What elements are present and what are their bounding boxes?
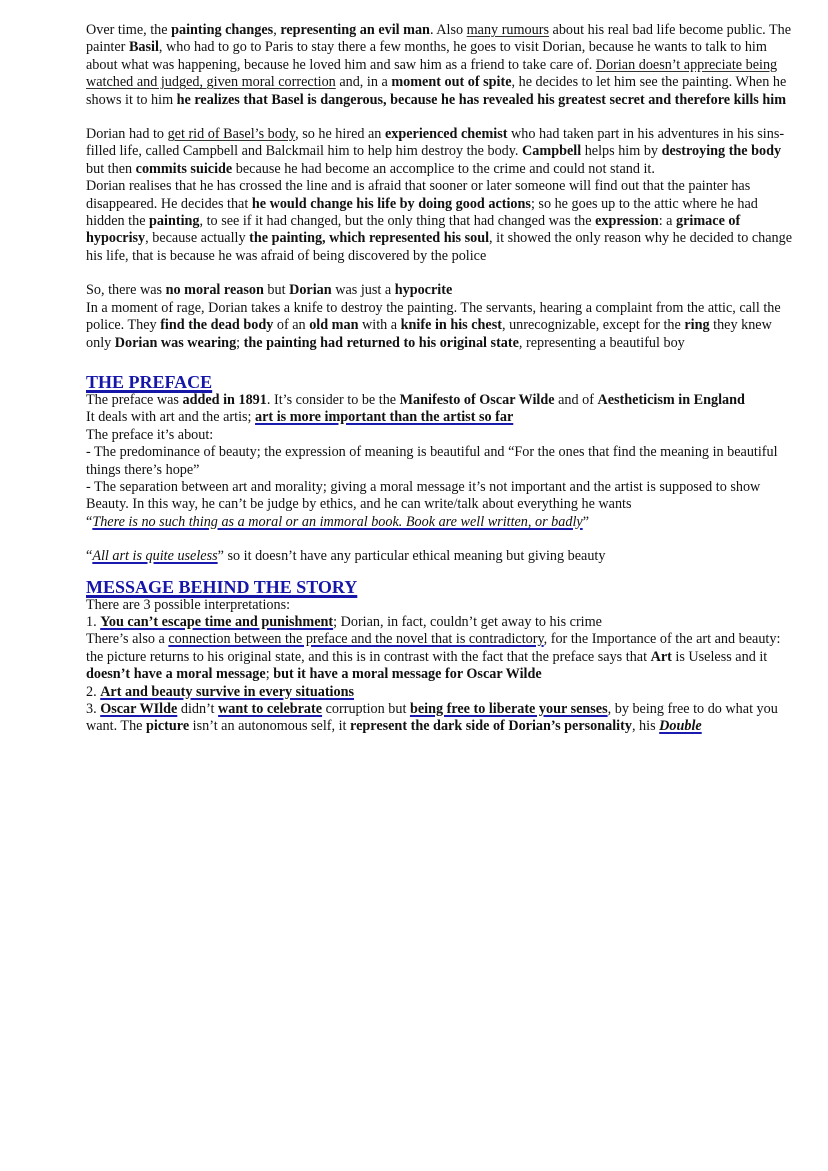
text-run: Over time, the — [86, 22, 172, 38]
text-run: get rid of Basel’s body — [167, 126, 296, 143]
text-run: knife in his chest — [400, 317, 502, 334]
text-run: with a — [358, 317, 401, 334]
text-run: The preface it’s about: — [86, 426, 214, 443]
text-run: : a — [658, 213, 677, 230]
text-run: but — [263, 282, 290, 299]
text-run: , it showed the only reason why he decided to change his life, that is because he was afraid of being discovered by the police — [86, 230, 793, 264]
quote-art-useless — [86, 548, 798, 565]
text-run: he realizes that Basel is dangerous, because he has revealed his greatest secret and therefore kills him — [176, 91, 787, 108]
text-run: hypocrite — [394, 282, 453, 299]
text-run: - The separation between art and morality; giving a moral message it’s not important and the artist is supposed to show Beauty. In this way, he can’t be judge by ethics, and he can write/talk about everything he wants — [86, 478, 761, 513]
paragraph-basels-body — [86, 126, 798, 178]
text-run: find the dead body — [160, 317, 274, 334]
text-run: Manifesto of Oscar Wilde — [399, 391, 555, 408]
text-run: ring — [684, 317, 710, 334]
text-run: There are 3 possible interpretations: — [86, 596, 291, 613]
text-run: they knew only — [86, 317, 772, 351]
text-run: Basil — [128, 39, 159, 56]
text-run: many rumours — [466, 22, 549, 38]
text-run: commits suicide — [135, 160, 233, 177]
text-run: ; — [236, 334, 244, 351]
text-run: , for the Importance of the art and beauty: the picture returns to his original state, and this is in contrast with the fact that the preface says that — [86, 631, 781, 665]
text-run: , to see if it had changed, but the only thing that had changed was the — [199, 213, 596, 230]
text-run: about his real bad life become public. The painter — [86, 22, 792, 56]
spacer — [86, 265, 798, 282]
text-run: So, there was — [86, 282, 166, 299]
text-run: Dorian doesn’t appreciate being watched and judged, given moral correction — [86, 56, 778, 91]
text-run: old man — [309, 317, 359, 334]
text-run: - The predominance of beauty; the expression of meaning is beautiful and “For the ones that find the meaning in beautiful things there’s hope” — [86, 444, 778, 478]
text-run: isn’t an autonomous self, it — [189, 718, 351, 735]
text-run: It deals with art and the artis; — [86, 409, 256, 426]
text-run: ” so it doesn’t have any particular ethical meaning but giving beauty — [217, 548, 606, 565]
spacer — [86, 352, 798, 369]
text-run: representing an evil man — [280, 22, 430, 38]
text-run: All art is quite useless — [92, 548, 218, 565]
paragraph-interpretations — [86, 597, 798, 614]
text-run: , unrecognizable, except for the — [501, 317, 685, 334]
text-run: added in 1891 — [182, 391, 267, 408]
text-run: 2. — [86, 683, 101, 700]
interpretation-3 — [86, 701, 798, 736]
text-run: ; — [265, 666, 274, 683]
text-run: expression — [595, 213, 659, 230]
text-run: . It’s consider to be the — [266, 391, 400, 408]
text-run: didn’t — [177, 701, 219, 717]
text-run: Art and beauty survive in every situations — [100, 683, 354, 700]
text-run: connection between the preface and the novel that is contradictory — [168, 631, 544, 648]
text-run: painting — [149, 213, 200, 230]
interpretation-1 — [86, 614, 798, 631]
text-run: corruption but — [322, 701, 410, 717]
spacer — [86, 531, 798, 548]
text-run: grimace of hypocrisy — [86, 213, 741, 247]
text-run: Dorian — [289, 282, 332, 299]
text-run: destroying the body — [661, 143, 782, 160]
text-run: 1. — [86, 613, 101, 630]
text-run: “ — [86, 513, 93, 530]
text-run: because he had become an accomplice to the crime and could not stand it. — [232, 160, 655, 177]
spacer — [86, 566, 798, 574]
text-run: , so he hired an — [295, 126, 385, 143]
list-item-separation — [86, 479, 798, 514]
paragraph-moment-of-rage — [86, 300, 798, 352]
text-run: want to celebrate — [218, 701, 323, 717]
text-run: who had taken part in his adventures in his sins-filled life, called Campbell and Balckmail him to help him destroy the body. — [86, 126, 785, 160]
text-run: . Also — [429, 22, 467, 38]
text-run: There’s also a — [86, 631, 169, 648]
text-run: picture — [146, 718, 190, 735]
text-run: helps him by — [581, 143, 662, 160]
text-run: represent the dark side of Dorian’s personality — [350, 718, 632, 735]
spacer — [86, 109, 798, 126]
text-run: no moral reason — [165, 282, 264, 299]
paragraph-dorian-realises — [86, 178, 798, 265]
text-run: experienced chemist — [384, 126, 508, 143]
paragraph-painting-changes — [86, 22, 798, 109]
paragraph-preface-about — [86, 427, 798, 444]
text-run: You can’t escape time and punishment — [100, 613, 334, 630]
text-run: ; Dorian, in fact, couldn’t get away to his crime — [333, 613, 602, 630]
text-run: is Useless and it — [671, 648, 768, 665]
text-run: of an — [273, 317, 310, 334]
text-run: Dorian had to — [86, 126, 168, 143]
text-run: There is no such thing as a moral or an immoral book. Book are well written, or badly — [92, 513, 583, 530]
text-run: being free to liberate your senses — [409, 701, 608, 717]
text-run: ; so he goes up to the attic where he had hidden the — [86, 195, 758, 230]
text-run: , who had to go to Paris to stay there a few months, he goes to visit Dorian, because he wants to talk to him about what was happening, because he loved him and saw him as a friend to take care of. — [86, 39, 767, 73]
text-run: ” — [582, 513, 589, 530]
interpretation-2 — [86, 684, 798, 701]
list-item-predominance — [86, 444, 798, 479]
text-run: the painting had returned to his original state — [243, 334, 519, 351]
text-run: Oscar WIlde — [100, 701, 178, 717]
text-run: Dorian realises that he has crossed the line and is afraid that sooner or later someone will find out that the painter has disappeared. He decides that — [86, 178, 751, 212]
paragraph-hypocrite — [86, 282, 798, 299]
document-page — [86, 22, 798, 736]
text-run: “ — [86, 548, 93, 565]
text-run: , representing a beautiful boy — [518, 334, 685, 351]
text-run: was just a — [331, 282, 395, 299]
text-run: he would change his life by doing good actions — [251, 195, 531, 212]
text-run: , he decides to let him see the painting. When he shows it to him — [86, 74, 787, 108]
text-run: but then — [86, 160, 136, 177]
text-run: but it have a moral message for Oscar Wilde — [273, 666, 542, 683]
text-run: Campbell — [522, 143, 582, 160]
text-run: , — [273, 22, 281, 38]
heading-the-preface: THE PREFACE — [86, 371, 213, 392]
text-run: art is more important than the artist so far — [255, 409, 514, 426]
text-run: Double — [659, 718, 702, 735]
text-run: painting changes — [171, 22, 274, 38]
paragraph-preface-added — [86, 392, 798, 409]
text-run: the painting, which represented his soul — [249, 230, 490, 247]
quote-moral-book — [86, 514, 798, 531]
text-run: Aestheticism in England — [597, 391, 745, 408]
text-run: Art — [650, 648, 672, 665]
text-run: , because actually — [145, 230, 250, 247]
text-run: , by being free to do what you want. The — [86, 701, 778, 735]
text-run: moment out of spite — [391, 74, 512, 91]
heading-message-behind-story: MESSAGE BEHIND THE STORY — [86, 576, 358, 597]
text-run: 3. — [86, 701, 101, 717]
text-run: doesn’t have a moral message — [86, 666, 266, 683]
text-run: and, in a — [335, 74, 392, 91]
paragraph-preface-deals — [86, 409, 798, 426]
text-run: , his — [631, 718, 660, 735]
text-run: In a moment of rage, Dorian takes a knife to destroy the painting. The servants, hearing a complaint from the attic, call the police. They — [86, 299, 781, 334]
text-run: and of — [554, 391, 598, 408]
text-run: The preface was — [86, 391, 183, 408]
text-run: Dorian was wearing — [114, 334, 237, 351]
paragraph-contradiction — [86, 631, 798, 683]
